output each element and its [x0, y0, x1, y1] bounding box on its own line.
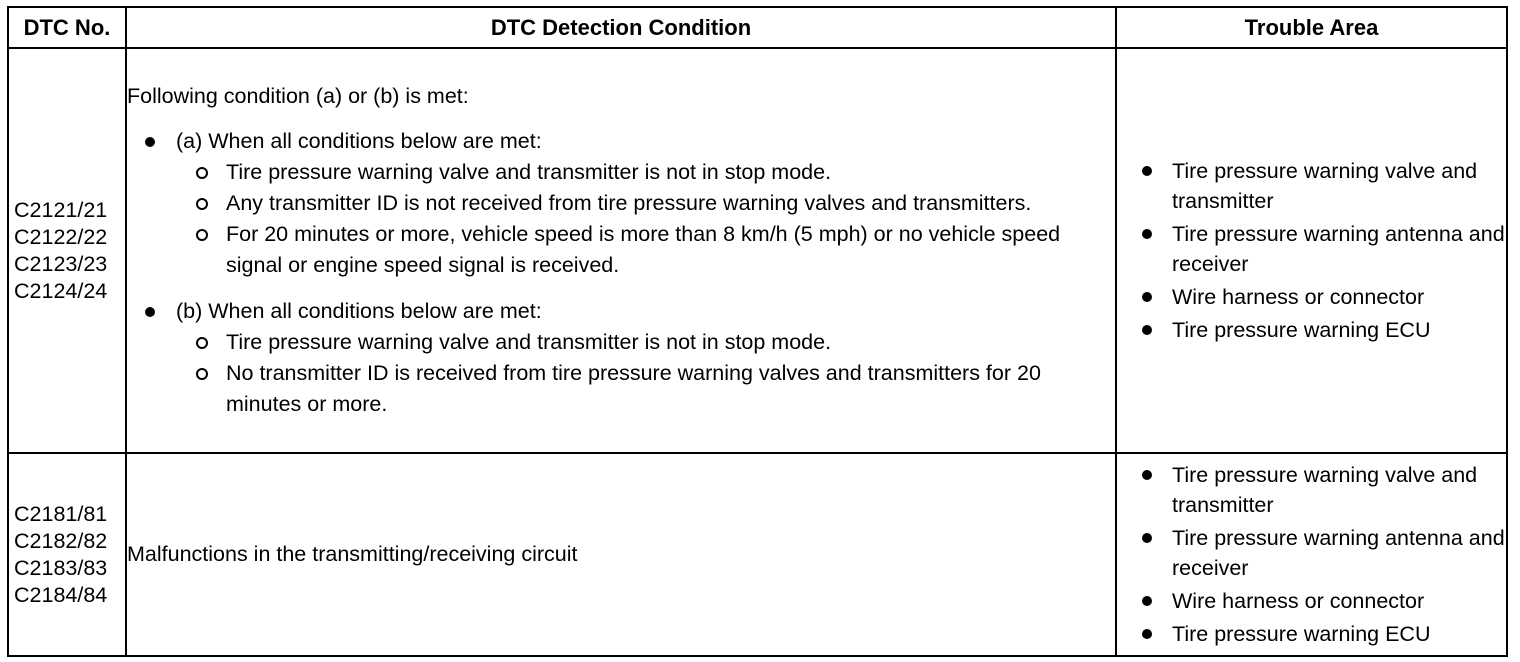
circle-bullet-icon — [196, 229, 208, 241]
list-item: Wire harness or connector — [1117, 586, 1506, 616]
circle-bullet-icon — [196, 337, 208, 349]
sub-condition-list — [127, 157, 1115, 281]
detection-condition-cell — [126, 453, 1116, 656]
dtc-code: C2122/22 — [14, 224, 108, 249]
circle-bullet-icon — [196, 368, 208, 380]
table-row — [8, 453, 1507, 656]
list-item: Tire pressure warning valve and transmitter is not in stop mode. — [127, 327, 1115, 358]
list-item: Any transmitter ID is not received from tire pressure warning valves and transmitters. — [127, 188, 1115, 219]
condition-group-a — [127, 126, 1115, 281]
dtc-code: C2182/82 — [14, 528, 108, 553]
bullet-icon — [1142, 629, 1152, 639]
list-item: Tire pressure warning antenna and receiver — [1117, 219, 1506, 279]
list-item: Wire harness or connector — [1117, 282, 1506, 312]
condition-group-b — [127, 296, 1115, 420]
dtc-codes-cell — [8, 48, 126, 453]
trouble-area-list — [1117, 156, 1506, 345]
dtc-codes — [9, 197, 125, 305]
circle-bullet-icon — [196, 167, 208, 179]
bullet-icon — [1142, 533, 1152, 543]
condition-group-title: (b) When all conditions below are met: — [176, 299, 542, 323]
list-item: Tire pressure warning antenna and receiver — [1117, 523, 1506, 583]
bullet-icon — [1142, 292, 1152, 302]
dtc-code: C2184/84 — [14, 582, 108, 607]
list-item: Tire pressure warning ECU — [1117, 315, 1506, 345]
condition-intro: Following condition (a) or (b) is met: — [127, 84, 469, 108]
dtc-code: C2183/83 — [14, 555, 108, 580]
dtc-code: C2124/24 — [14, 278, 108, 303]
header-row — [8, 7, 1507, 48]
detection-condition-cell — [126, 48, 1116, 453]
dtc-codes-cell — [8, 453, 126, 656]
trouble-area-list — [1117, 460, 1506, 649]
condition-group-title: (a) When all conditions below are met: — [176, 129, 542, 153]
condition-text: Malfunctions in the transmitting/receiving circuit — [127, 542, 578, 566]
bullet-icon — [145, 137, 155, 147]
header-detection-condition: DTC Detection Condition — [126, 7, 1116, 48]
bullet-icon — [145, 307, 155, 317]
dtc-code: C2123/23 — [14, 251, 108, 276]
header-dtc-no: DTC No. — [8, 7, 126, 48]
bullet-icon — [1142, 229, 1152, 239]
dtc-codes — [9, 501, 125, 609]
bullet-icon — [1142, 166, 1152, 176]
list-item: For 20 minutes or more, vehicle speed is more than 8 km/h (5 mph) or no vehicle speed signal or engine speed signal is received. — [127, 219, 1115, 281]
list-item: Tire pressure warning valve and transmitter is not in stop mode. — [127, 157, 1115, 188]
list-item: Tire pressure warning ECU — [1117, 619, 1506, 649]
trouble-area-cell — [1116, 453, 1507, 656]
sub-condition-list — [127, 327, 1115, 420]
bullet-icon — [1142, 325, 1152, 335]
header-trouble-area: Trouble Area — [1116, 7, 1507, 48]
dtc-code: C2181/81 — [14, 501, 108, 526]
dtc-code: C2121/21 — [14, 197, 108, 222]
circle-bullet-icon — [196, 198, 208, 210]
list-item: No transmitter ID is received from tire pressure warning valves and transmitters for 20 minutes or more. — [127, 358, 1115, 420]
dtc-table — [7, 6, 1508, 657]
list-item: Tire pressure warning valve and transmitter — [1117, 156, 1506, 216]
bullet-icon — [1142, 470, 1152, 480]
trouble-area-cell — [1116, 48, 1507, 453]
bullet-icon — [1142, 596, 1152, 606]
list-item: Tire pressure warning valve and transmitter — [1117, 460, 1506, 520]
table-row — [8, 48, 1507, 453]
